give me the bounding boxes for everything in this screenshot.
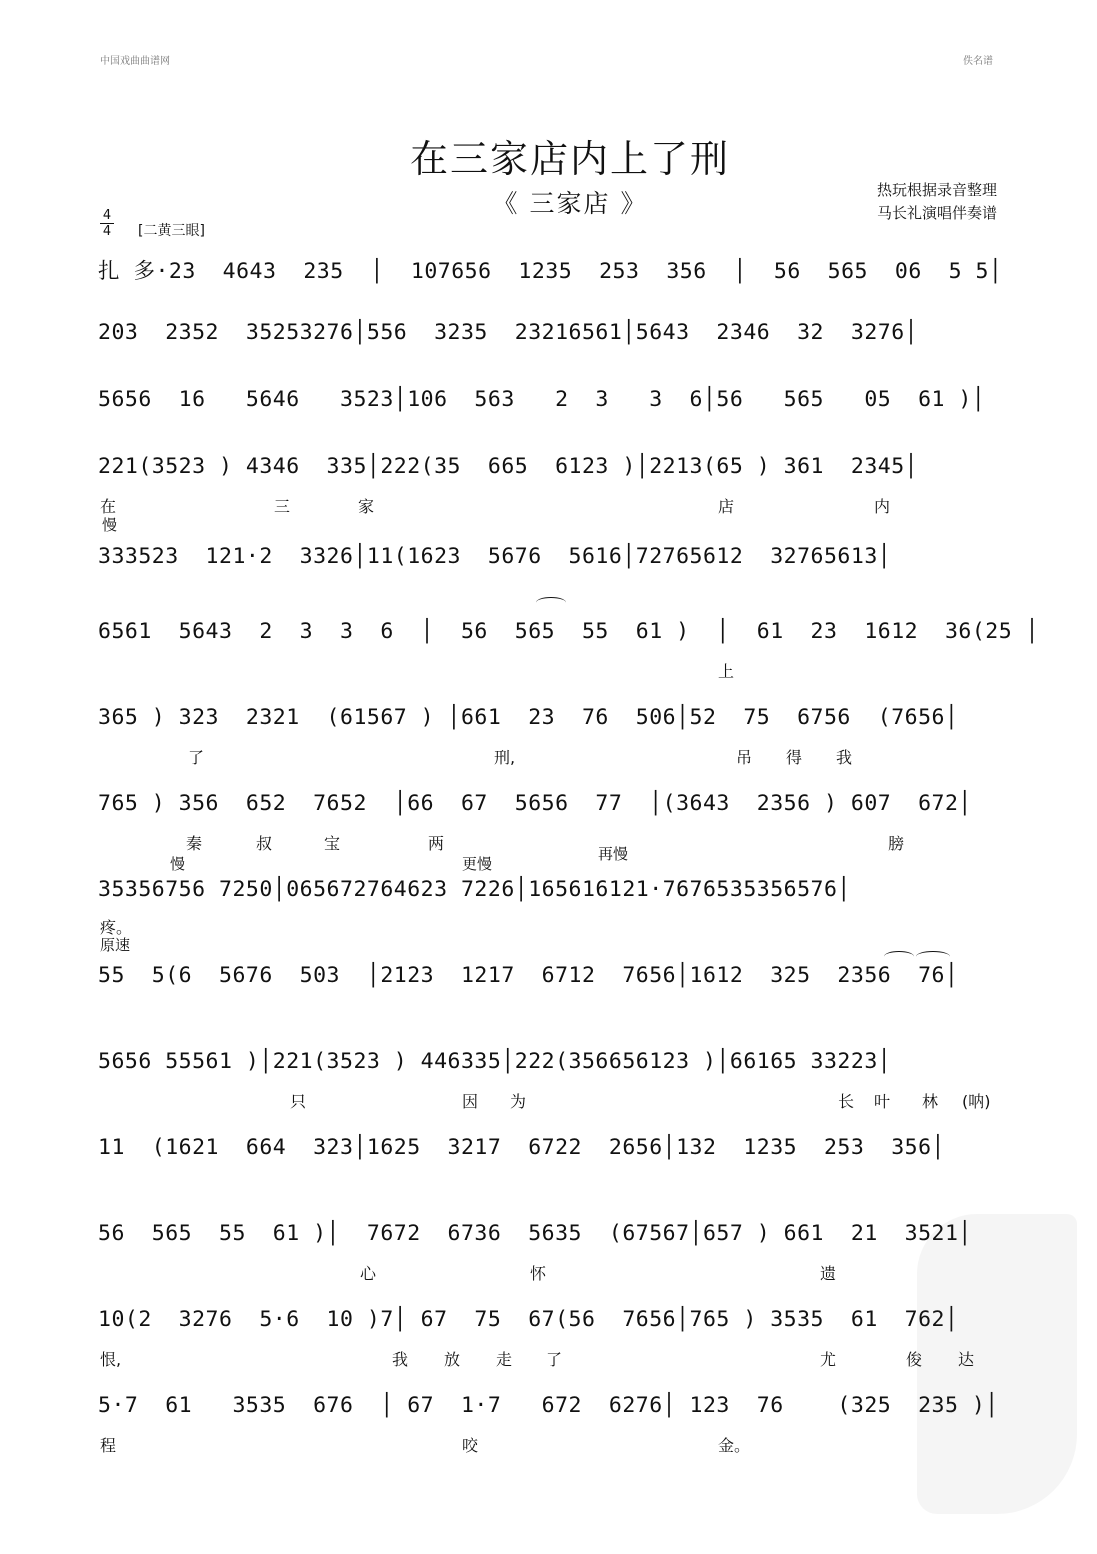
notation-line: 55 5(6 5676 503 │2123 1217 6712 7656│1612 325 2356 76│ — [98, 963, 959, 988]
lyric: 我 — [392, 1350, 409, 1369]
lyric: 尤 — [820, 1350, 837, 1369]
lyric: 为 — [510, 1092, 527, 1111]
lyric: 心 — [360, 1264, 377, 1283]
credit-line-2: 马长礼演唱伴奏谱 — [877, 204, 998, 222]
lyric: 三 — [274, 497, 291, 516]
lyric: 金。 — [718, 1436, 751, 1455]
notation-line: 11 (1621 664 323│1625 3217 6722 2656│132 1235 253 356│ — [98, 1135, 945, 1160]
lyric: 俊 — [906, 1350, 923, 1369]
page-title: 在三家店内上了刑 — [409, 137, 730, 181]
lyric: 长 — [838, 1092, 855, 1111]
slur-mark — [884, 951, 914, 962]
tempo-mark: 再慢 — [598, 845, 629, 863]
lyric: 只 — [290, 1092, 307, 1111]
lyric: 叔 — [256, 834, 273, 853]
notation-line: 365 ) 323 2321 (61567 ) │661 23 76 506│52 75 6756 (7656│ — [98, 705, 959, 730]
lyric: 膀 — [888, 834, 905, 853]
tempo-mark: 慢 — [102, 516, 118, 534]
lyric: 怀 — [530, 1264, 547, 1283]
notation-line: 221(3523 ) 4346 335│222(35 665 6123 )│2213(65 ) 361 2345│ — [98, 454, 919, 479]
notation-line: 5·7 61 3535 676 │ 67 1·7 672 6276│ 123 76 (325 235 )│ — [98, 1393, 999, 1418]
site-name: 中国戏曲曲谱网 — [100, 56, 170, 67]
lyric: 我 — [836, 748, 853, 767]
notation-line: 203 2352 35253276│556 3235 23216561│5643 2346 32 3276│ — [98, 320, 919, 345]
lyric: 得 — [786, 748, 803, 767]
lyric: 林 — [922, 1092, 939, 1111]
lyric: (呐) — [962, 1092, 991, 1111]
time-signature — [100, 208, 114, 239]
notation-line: 56 565 55 61 )│ 7672 6736 5635 (67567│657 ) 661 21 3521│ — [98, 1221, 972, 1246]
lyric: 吊 — [736, 748, 753, 767]
notation-line: 35356756 7250│065672764623 7226│165616121·7676535356576│ — [98, 877, 851, 902]
notation-line: 5656 55561 )│221(3523 ) 446335│222(356656123 )│66165 33223│ — [98, 1049, 892, 1074]
lyric: 咬 — [462, 1436, 479, 1455]
credit-line-1: 热玩根据录音整理 — [877, 181, 998, 199]
page-subtitle: 《 三家店 》 — [492, 189, 648, 218]
lyric: 了 — [188, 748, 205, 767]
lyric: 两 — [428, 834, 445, 853]
watermark-logo — [917, 1214, 1077, 1514]
lyric: 家 — [358, 497, 375, 516]
lyric: 因 — [462, 1092, 479, 1111]
lyric: 达 — [958, 1350, 975, 1369]
lyric: 内 — [874, 497, 891, 516]
time-signature-top: 4 — [102, 208, 112, 223]
lyric: 了 — [546, 1350, 563, 1369]
lyric: 恨, — [100, 1350, 122, 1369]
notation-line: 6561 5643 2 3 3 6 │ 56 565 55 61 ) │ 61 23 1612 36(25 │ — [98, 619, 1040, 644]
slur-mark — [916, 951, 950, 962]
lyric: 在 — [100, 497, 117, 516]
lyric: 刑, — [494, 748, 516, 767]
lyric: 放 — [444, 1350, 461, 1369]
top-credit: 佚名谱 — [963, 56, 993, 67]
slur-mark — [536, 597, 566, 608]
tempo-mark: 原速 — [100, 936, 131, 954]
notation-line: 10(2 3276 5·6 10 )7│ 67 75 67(56 7656│765 ) 3535 61 762│ — [98, 1307, 959, 1332]
tempo-mark: 更慢 — [462, 855, 493, 873]
lyric: 程 — [100, 1436, 117, 1455]
notation-line: 扎 多·23 4643 235 │ 107656 1235 253 356 │ 56 565 06 5 5│ — [98, 259, 1003, 284]
notation-line: 765 ) 356 652 7652 │66 67 5656 77 │(3643 2356 ) 607 672│ — [98, 791, 972, 816]
mode-label: [二黄三眼] — [138, 223, 205, 239]
lyric: 上 — [718, 662, 735, 681]
notation-line: 333523 121·2 3326│11(1623 5676 5616│72765612 32765613│ — [98, 544, 892, 569]
lyric: 疼。 — [100, 918, 133, 937]
notation-line: 5656 16 5646 3523│106 563 2 3 3 6│56 565 05 61 )│ — [98, 387, 986, 412]
tempo-mark: 慢 — [170, 855, 186, 873]
time-signature-bottom: 4 — [100, 223, 114, 239]
lyric: 店 — [718, 497, 735, 516]
lyric: 秦 — [186, 834, 203, 853]
lyric: 宝 — [324, 834, 341, 853]
lyric: 走 — [496, 1350, 513, 1369]
lyric: 叶 — [874, 1092, 891, 1111]
lyric: 遗 — [820, 1264, 837, 1283]
